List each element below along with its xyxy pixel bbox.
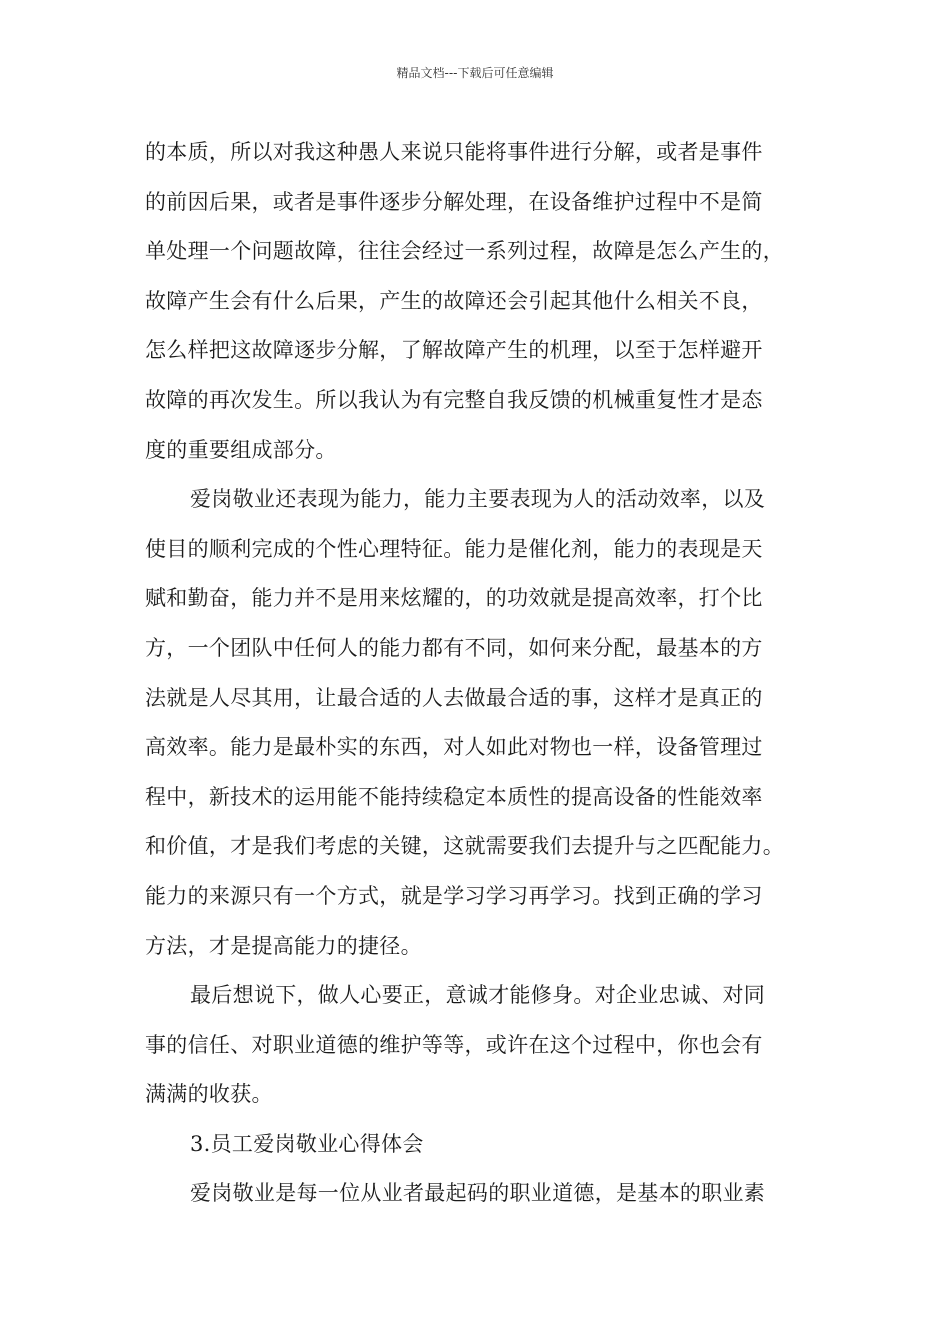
text-line: 故障的再次发生。所以我认为有完整自我反馈的机械重复性才是态: [145, 387, 763, 412]
text-line: 能力的来源只有一个方式，就是学习学习再学习。找到正确的学习: [145, 883, 763, 908]
section-heading: 3.员工爱岗敬业心得体会: [190, 1131, 424, 1156]
text-line: 的前因后果，或者是事件逐步分解处理，在设备维护过程中不是简: [145, 189, 763, 214]
text-line: 单处理一个问题故障，往往会经过一系列过程，故障是怎么产生的，: [145, 239, 784, 264]
paragraph-start-line: 爱岗敬业是每一位从业者最起码的职业道德，是基本的职业素: [190, 1181, 766, 1206]
text-line: 怎么样把这故障逐步分解，了解故障产生的机理，以至于怎样避开: [145, 338, 763, 363]
text-line: 事的信任、对职业道德的维护等等，或许在这个过程中，你也会有: [145, 1032, 763, 1057]
paragraph-start-line: 爱岗敬业还表现为能力，能力主要表现为人的活动效率，以及: [190, 487, 766, 512]
text-line: 使目的顺利完成的个性心理特征。能力是催化剂，能力的表现是天: [145, 536, 763, 561]
paragraph-start-line: 最后想说下，做人心要正，意诚才能修身。对企业忠诚、对同: [190, 983, 766, 1008]
text-line: 高效率。能力是最朴实的东西，对人如此对物也一样，设备管理过: [145, 735, 763, 760]
text-line: 故障产生会有什么后果，产生的故障还会引起其他什么相关不良，: [145, 288, 763, 313]
text-line: 方法，才是提高能力的捷径。: [145, 933, 422, 958]
text-line: 方，一个团队中任何人的能力都有不同，如何来分配，最基本的方: [145, 635, 763, 660]
text-line: 的本质，所以对我这种愚人来说只能将事件进行分解，或者是事件: [145, 140, 763, 164]
text-line: 和价值，才是我们考虑的关键，这就需要我们去提升与之匹配能力。: [145, 834, 784, 859]
text-line: 度的重要组成部分。: [145, 437, 337, 462]
text-line: 法就是人尽其用，让最合适的人去做最合适的事，这样才是真正的: [145, 685, 763, 710]
text-line: 程中，新技术的运用能不能持续稳定本质性的提高设备的性能效率: [145, 784, 763, 809]
page-header: 精品文档---下载后可任意编辑: [396, 66, 554, 80]
document-body: [145, 128, 825, 1219]
text-line: 赋和勤奋，能力并不是用来炫耀的，的功效就是提高效率，打个比: [145, 586, 763, 611]
text-line: 满满的收获。: [145, 1082, 273, 1107]
